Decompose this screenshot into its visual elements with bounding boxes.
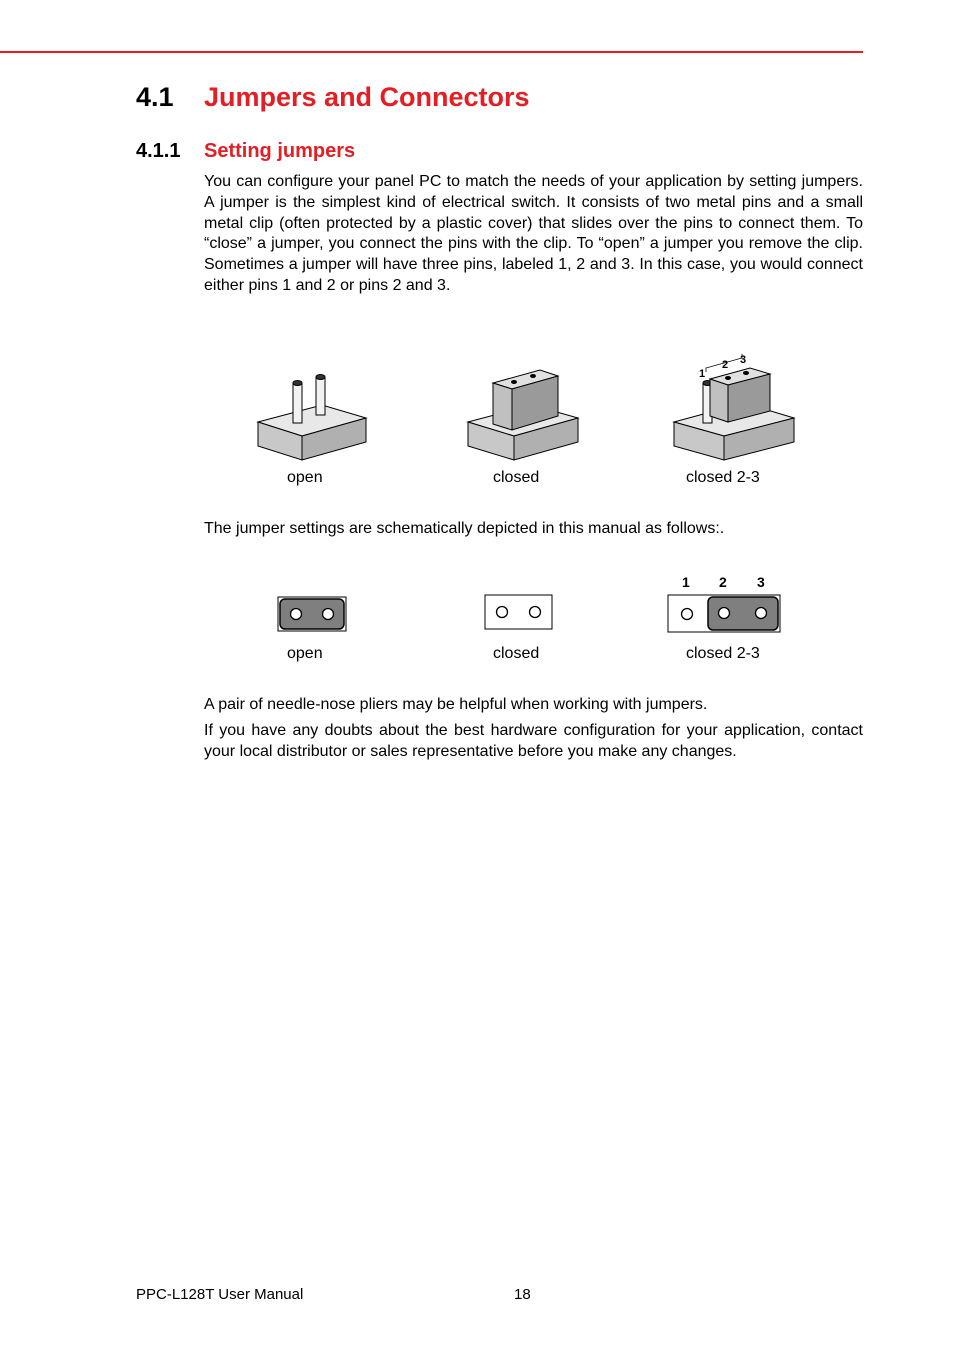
schematic-pin-label-2: 2 [719, 574, 727, 590]
closed-2-3-jumper-illustration [674, 354, 794, 460]
subsection-heading [136, 140, 355, 163]
pin-label-1: 1 [699, 368, 706, 380]
jumper-3d-figure [250, 350, 810, 465]
open-jumper-illustration [258, 375, 366, 461]
subsection-number: 4.1.1 [136, 140, 181, 162]
section-heading [136, 82, 530, 113]
figure1-caption-closed: closed [493, 469, 540, 486]
intro-paragraph: You can configure your panel PC to match the needs of your application by setting jumpers. A jumper is the simplest kind of electrical switch. It consists of two metal pins and a small metal clip (often protected by a plastic cover) that slides over the pins to connect them. To “close” a jumper, you connect the pins with the clip. To “open” a jumper you remove the clip. Sometimes a jumper will have three pins, labeled 1, 2 and 3. In this case, you would connect either pins 1 and 2 or pins 2 and 3. [204, 173, 863, 294]
section-number: 4.1 [136, 82, 174, 112]
schematic-open-symbol [278, 597, 346, 631]
figure2-caption-open: open [287, 645, 323, 662]
pin-label-3: 3 [740, 354, 747, 366]
figure1-caption-closed-2-3: closed 2-3 [686, 469, 760, 486]
subsection-title: Setting jumpers [204, 140, 356, 162]
schematic-pin-label-3: 3 [757, 574, 765, 590]
figure2-caption-closed-2-3: closed 2-3 [686, 645, 760, 662]
pin-label-2: 2 [722, 359, 729, 371]
schematic-pin-label-1: 1 [682, 574, 690, 590]
figure2-caption-closed: closed [493, 645, 540, 662]
footer-page-number: 18 [514, 1286, 531, 1303]
schematic-intro: The jumper settings are schematically depicted in this manual as follows:. [204, 520, 725, 537]
header-rule [0, 51, 863, 53]
closed-jumper-illustration [468, 370, 578, 460]
schematic-closed-symbol [485, 595, 552, 629]
section-title: Jumpers and Connectors [204, 82, 530, 112]
figure1-caption-open: open [287, 469, 323, 486]
jumper-schematic-figure [270, 570, 790, 640]
pliers-note: A pair of needle-nose pliers may be helpful when working with jumpers. [204, 696, 708, 713]
doubts-note: If you have any doubts about the best hardware configuration for your application, contact your local distributor or sales representative before you make any changes. [204, 722, 863, 760]
schematic-closed-2-3-symbol [668, 595, 780, 632]
footer-manual-title: PPC-L128T User Manual [136, 1286, 304, 1303]
